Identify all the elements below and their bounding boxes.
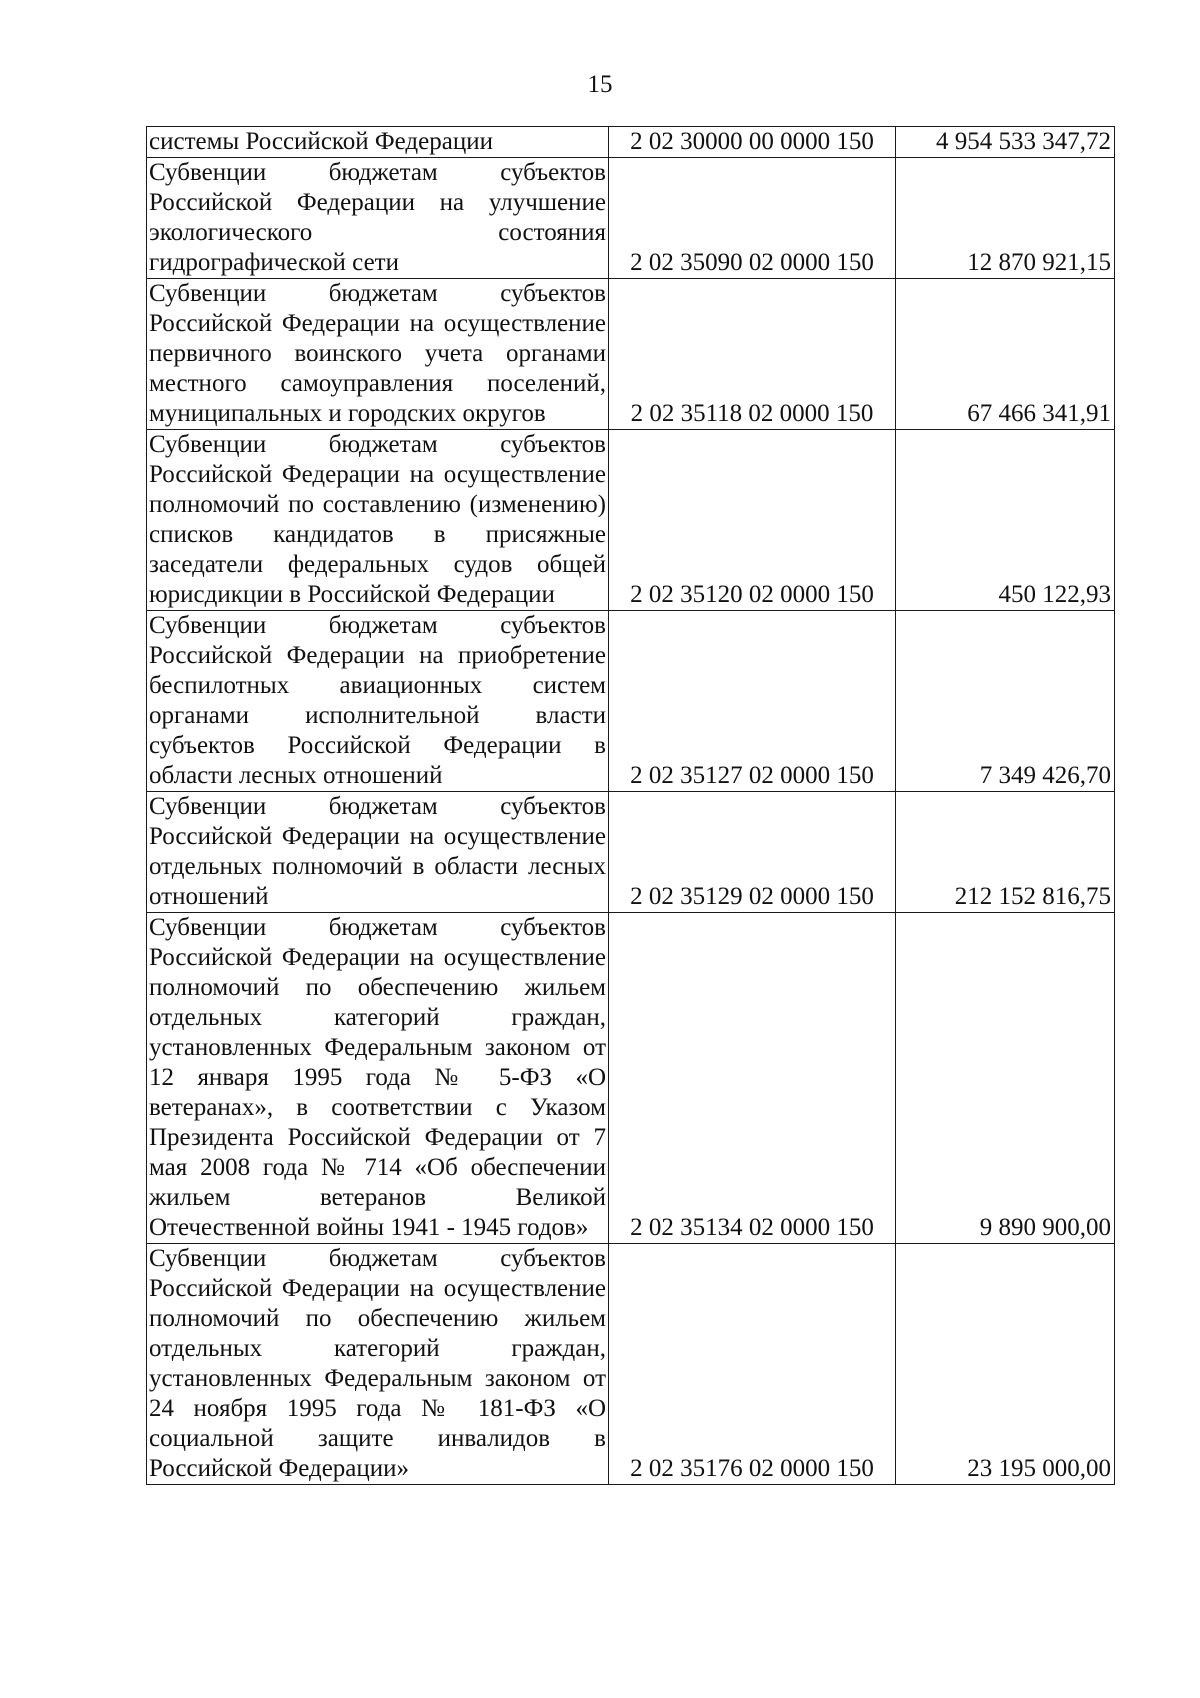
row-code: 2 02 35129 02 0000 150 — [609, 792, 896, 913]
row-amount: 7 349 426,70 — [896, 611, 1115, 792]
row-amount: 23 195 000,00 — [896, 1244, 1115, 1485]
row-code: 2 02 35176 02 0000 150 — [609, 1244, 896, 1485]
row-name: Субвенции бюджетам субъектов Российской Федерации на улучшение экологического состояния гидрографической сети — [147, 158, 609, 279]
table-row — [147, 279, 1115, 430]
row-amount: 450 122,93 — [896, 430, 1115, 611]
row-code: 2 02 35090 02 0000 150 — [609, 158, 896, 279]
row-code: 2 02 35127 02 0000 150 — [609, 611, 896, 792]
table-row — [147, 913, 1115, 1244]
row-amount: 67 466 341,91 — [896, 279, 1115, 430]
row-name: Субвенции бюджетам субъектов Российской Федерации на осуществление первичного воинского учета органами местного самоуправления поселений, муниципальных и городских округов — [147, 279, 609, 430]
table-row — [147, 1244, 1115, 1485]
row-name: Субвенции бюджетам субъектов Российской Федерации на осуществление полномочий по обеспечению жильем отдельных категорий граждан, установленных Федеральным законом от 24 ноября 1995 года № 181-ФЗ «О социальной защите инвалидов в Российской Федерации» — [147, 1244, 609, 1485]
table-row — [147, 430, 1115, 611]
page-number: 15 — [587, 71, 613, 98]
row-amount: 4 954 533 347,72 — [896, 127, 1115, 158]
row-code: 2 02 35118 02 0000 150 — [609, 279, 896, 430]
table-row — [147, 158, 1115, 279]
row-name: Субвенции бюджетам субъектов Российской Федерации на осуществление полномочий по составлению (изменению) списков кандидатов в присяжные заседатели федеральных судов общей юрисдикции в Российской Федерации — [147, 430, 609, 611]
row-name: Субвенции бюджетам субъектов Российской Федерации на приобретение беспилотных авиационных систем органами исполнительной власти субъектов Российской Федерации в области лесных отношений — [147, 611, 609, 792]
table-row — [147, 127, 1115, 158]
row-name: Субвенции бюджетам субъектов Российской Федерации на осуществление отдельных полномочий в области лесных отношений — [147, 792, 609, 913]
row-name: системы Российской Федерации — [147, 127, 609, 158]
row-amount: 212 152 816,75 — [896, 792, 1115, 913]
budget-table — [146, 126, 1115, 1485]
table-row — [147, 792, 1115, 913]
row-code: 2 02 30000 00 0000 150 — [609, 127, 896, 158]
row-code: 2 02 35134 02 0000 150 — [609, 913, 896, 1244]
row-name: Субвенции бюджетам субъектов Российской Федерации на осуществление полномочий по обеспечению жильем отдельных категорий граждан, установленных Федеральным законом от 12 января 1995 года № 5-ФЗ «О ветеранах», в соответствии с Указом Президента Российской Федерации от 7 мая 2008 года № 714 «Об обеспечении жильем ветеранов Великой Отечественной войны 1941 - 1945 годов» — [147, 913, 609, 1244]
row-amount: 12 870 921,15 — [896, 158, 1115, 279]
table-row — [147, 611, 1115, 792]
row-amount: 9 890 900,00 — [896, 913, 1115, 1244]
row-code: 2 02 35120 02 0000 150 — [609, 430, 896, 611]
